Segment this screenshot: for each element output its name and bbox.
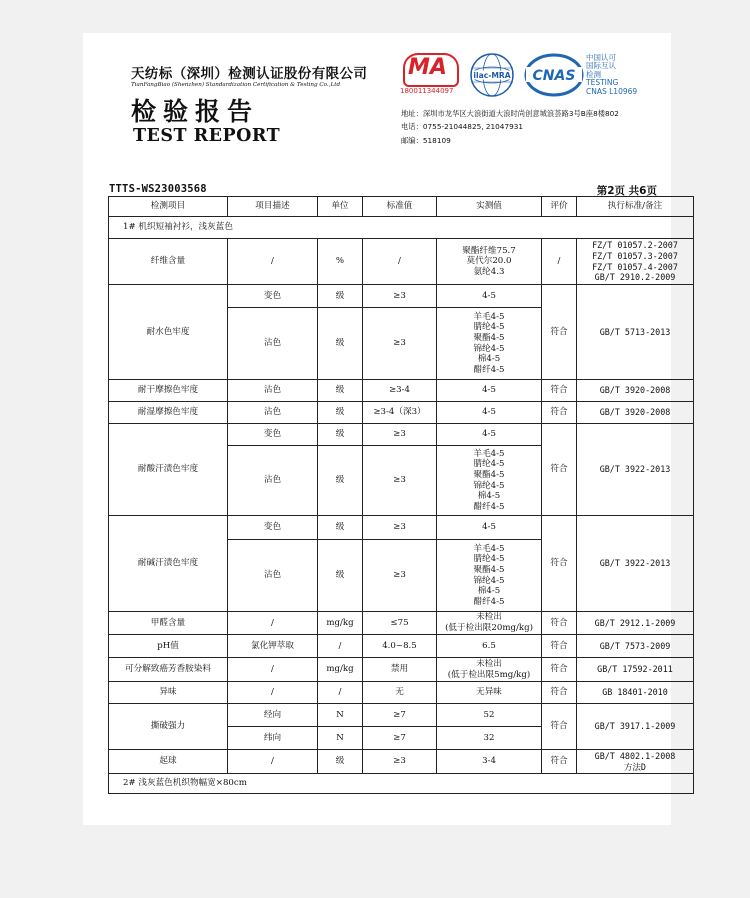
table-row: 纤维含量 / % / 聚酯纤维75.7 莫代尔20.0 氨纶4.3 / FZ/T 01057.2-2007 FZ/T 01057.3-2007 FZ/T 01057.4-2007 GB/T 2910.2-2009 (109, 239, 694, 285)
table-row: 耐水色牢度 变色 级 ≥3 4-5 符合 GB/T 5713-2013 (109, 285, 694, 308)
company-name-cn: 天纺标（深圳）检测认证股份有限公司 (131, 66, 368, 82)
company-name-en: TianFangBiao (Shenzhen) Standardization Certification & Testing Co.,Ltd (131, 82, 341, 88)
table-row: 耐酸汗渍色牢度 变色 级 ≥3 4-5 符合 GB/T 3922-2013 (109, 424, 694, 446)
remark-value: GB/T 4802.1-2008 方法D (577, 750, 694, 774)
col-header-standard: 标准值 (363, 197, 437, 217)
measured-value: 未检出 (低于检出限5mg/kg) (437, 658, 542, 682)
svg-text:ilac-MRA: ilac-MRA (473, 71, 511, 80)
cma-logo (400, 52, 460, 98)
sample-section-row (109, 774, 694, 794)
table-row: 异味 / / 无 无异味 符合 GB 18401-2010 (109, 682, 694, 704)
table-row: 撕破强力 经向 N ≥7 52 符合 GB/T 3917.1-2009 (109, 704, 694, 727)
sample-section-row (109, 217, 694, 239)
report-title-en: TEST REPORT (133, 126, 281, 146)
table-row: 耐碱汗渍色牢度 变色 级 ≥3 4-5 符合 GB/T 3922-2013 (109, 516, 694, 540)
measured-value: 羊毛4-5 腈纶4-5 聚酯4-5 锦纶4-5 棉4-5 醋纤4-5 (437, 446, 542, 516)
col-header-desc: 项目描述 (228, 197, 318, 217)
ilac-mra-logo (466, 52, 518, 98)
contact-postcode: 邮编：518109 (401, 135, 451, 145)
contact-info (401, 107, 619, 147)
measured-value: 羊毛4-5 腈纶4-5 聚酯4-5 锦纶4-5 棉4-5 醋纤4-5 (437, 308, 542, 380)
table-row: 起球 / 级 ≥3 3-4 符合 GB/T 4802.1-2008 方法D (109, 750, 694, 774)
measured-value: 未检出 (低于检出限20mg/kg) (437, 612, 542, 635)
table-row: 耐干摩擦色牢度 沾色 级 ≥3-4 4-5 符合 GB/T 3920-2008 (109, 380, 694, 402)
cnas-logo (524, 52, 584, 98)
cnas-accreditation-text: 中国认可 国际互认 检测 TESTING CNAS L10969 (586, 53, 638, 96)
table-row: 沾色 级 ≥3 羊毛4-5 腈纶4-5 聚酯4-5 锦纶4-5 棉4-5 醋纤4-5 (109, 446, 694, 516)
col-header-unit: 单位 (318, 197, 363, 217)
contact-phone: 电话：0755-21044825, 21047931 (401, 122, 524, 132)
table-row: 沾色 级 ≥3 羊毛4-5 腈纶4-5 聚酯4-5 锦纶4-5 棉4-5 醋纤4-5 (109, 308, 694, 380)
remark-value: FZ/T 01057.2-2007 FZ/T 01057.3-2007 FZ/T 01057.4-2007 GB/T 2910.2-2009 (577, 239, 694, 285)
measured-value: 聚酯纤维75.7 莫代尔20.0 氨纶4.3 (437, 239, 542, 285)
report-number: TTTS-WS23003568 (109, 183, 207, 195)
col-header-evaluation: 评价 (542, 197, 577, 217)
contact-address: 地址：深圳市龙华区大浪街道大浪时尚创意城浪荟路3号B座8楼802 (401, 109, 619, 118)
col-header-item: 检测项目 (109, 197, 228, 217)
table-row: pH值 氯化钾萃取 / 4.0~8.5 6.5 符合 GB/T 7573-2009 (109, 635, 694, 658)
measured-value: 羊毛4-5 腈纶4-5 聚酯4-5 锦纶4-5 棉4-5 醋纤4-5 (437, 540, 542, 612)
table-header-row (109, 197, 694, 217)
table-row: 甲醛含量 / mg/kg ≤75 未检出 (低于检出限20mg/kg) 符合 GB/T 2912.1-2009 (109, 612, 694, 635)
page-indicator: 第2页 共6页 (596, 185, 657, 197)
certification-logos (400, 52, 660, 100)
sample-2-label: 2# 浅灰蓝色机织物幅宽×80cm (109, 774, 694, 794)
cma-code: 180011344097 (400, 87, 454, 95)
table-row: 可分解致癌芳香胺染料 / mg/kg 禁用 未检出 (低于检出限5mg/kg) 符合 GB/T 17592-2011 (109, 658, 694, 682)
test-results-table (108, 196, 694, 794)
table-row: 沾色 级 ≥3 羊毛4-5 腈纶4-5 聚酯4-5 锦纶4-5 棉4-5 醋纤4-5 (109, 540, 694, 612)
col-header-measured: 实测值 (437, 197, 542, 217)
table-row: 耐湿摩擦色牢度 沾色 级 ≥3-4（深3） 4-5 符合 GB/T 3920-2008 (109, 402, 694, 424)
cma-logo-text: MA (408, 55, 447, 80)
col-header-remark: 执行标准/备注 (577, 197, 694, 217)
sample-1-label: 1# 机织短袖衬衫，浅灰蓝色 (109, 217, 694, 239)
report-title-cn: 检验报告 (131, 97, 260, 126)
table-row: 纬向 N ≥7 32 (109, 727, 694, 750)
svg-text:CNAS: CNAS (532, 68, 576, 84)
